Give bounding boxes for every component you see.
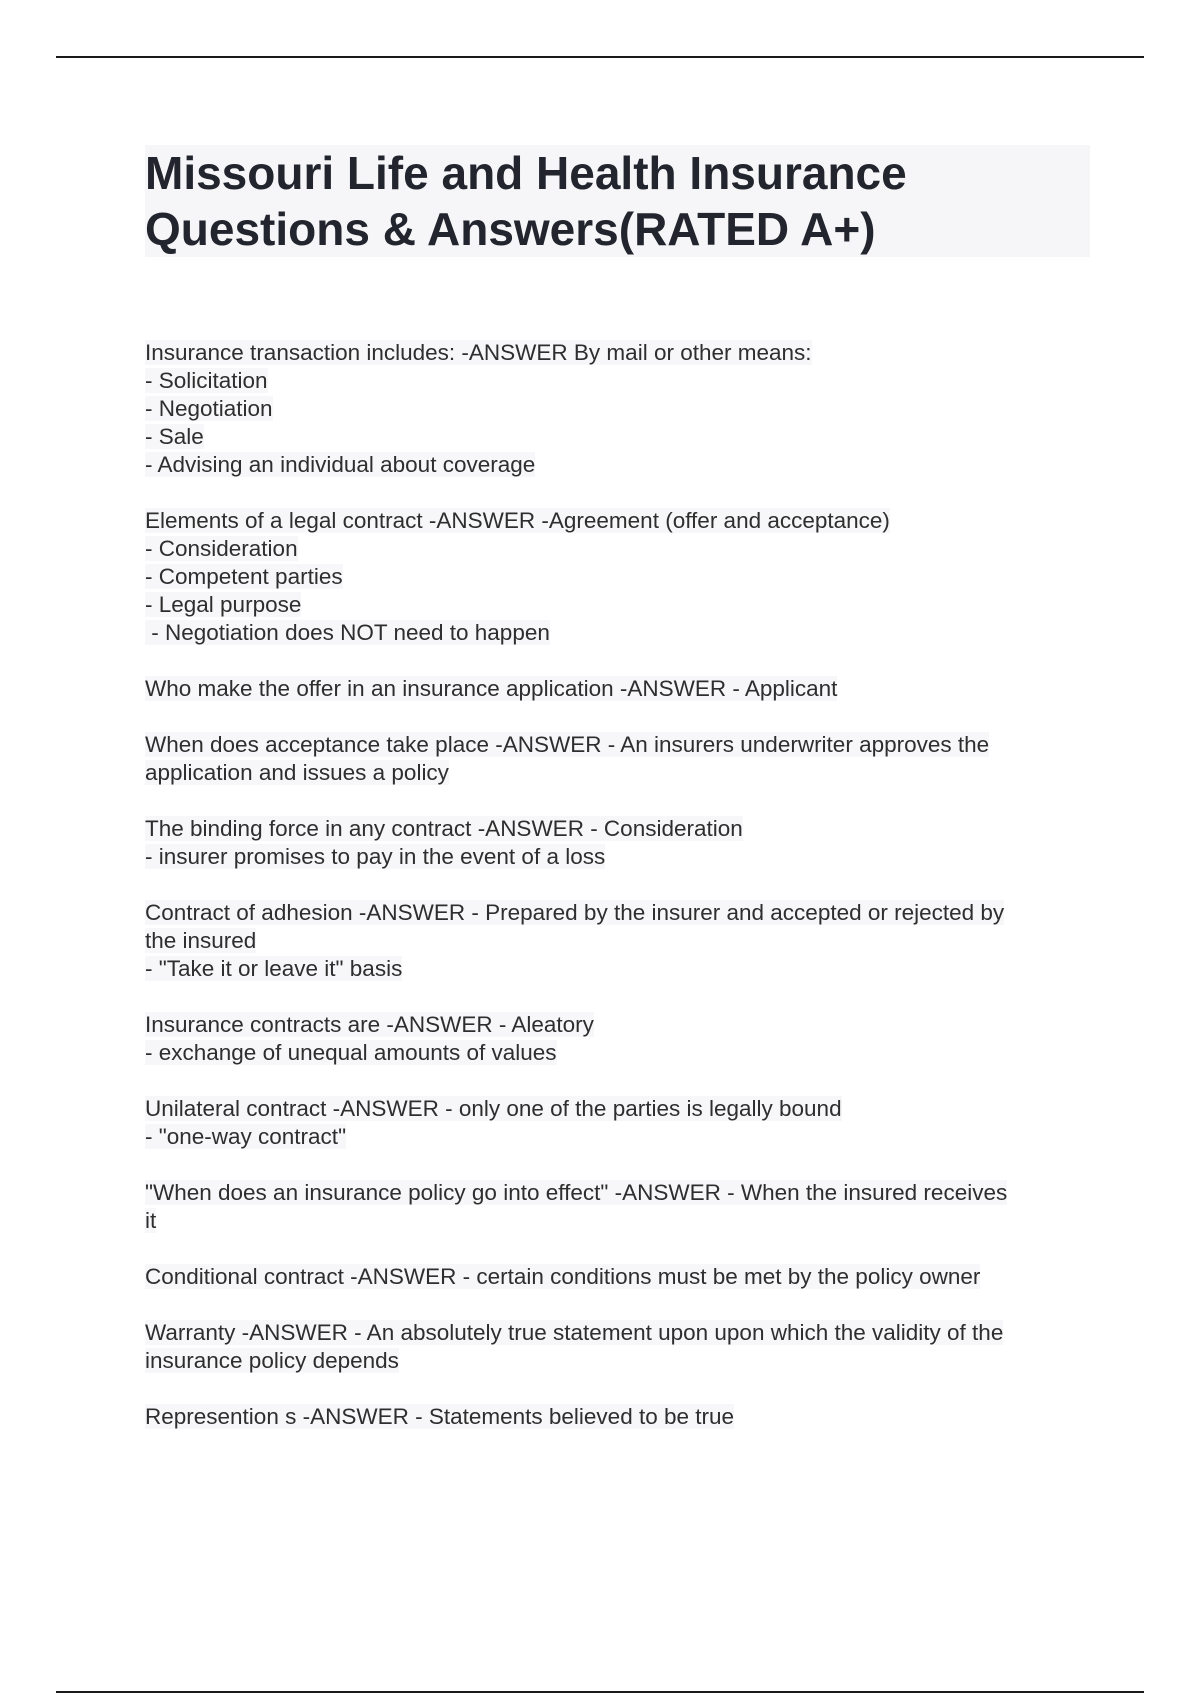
- qa-line: - Negotiation: [145, 396, 273, 421]
- document-title: [145, 145, 1090, 257]
- qa-line: the insured: [145, 928, 257, 953]
- qa-line: - Consideration: [145, 536, 298, 561]
- qa-item: [145, 675, 1090, 703]
- title-line-2: Questions & Answers(RATED A+): [145, 203, 876, 255]
- qa-line: - Solicitation: [145, 368, 268, 393]
- qa-line: Represention s -ANSWER - Statements believed to be true: [145, 1404, 735, 1429]
- qa-line: it: [145, 1208, 157, 1233]
- qa-line: The binding force in any contract -ANSWER - Consideration: [145, 816, 743, 841]
- qa-line: - Advising an individual about coverage: [145, 452, 536, 477]
- qa-item: [145, 1263, 1090, 1291]
- top-rule: [56, 56, 1144, 58]
- qa-item: [145, 339, 1090, 479]
- qa-line: application and issues a policy: [145, 760, 449, 785]
- qa-line: - exchange of unequal amounts of values: [145, 1040, 557, 1065]
- qa-line: Contract of adhesion -ANSWER - Prepared by the insurer and accepted or rejected by: [145, 900, 1005, 925]
- qa-item: [145, 1179, 1090, 1235]
- qa-line: - Sale: [145, 424, 204, 449]
- qa-line: Insurance contracts are -ANSWER - Aleatory: [145, 1012, 594, 1037]
- qa-line: Conditional contract -ANSWER - certain conditions must be met by the policy owner: [145, 1264, 981, 1289]
- qa-line: Unilateral contract -ANSWER - only one of the parties is legally bound: [145, 1096, 842, 1121]
- qa-line: - Legal purpose: [145, 592, 302, 617]
- qa-line: Warranty -ANSWER - An absolutely true statement upon upon which the validity of the: [145, 1320, 1004, 1345]
- qa-item: [145, 507, 1090, 647]
- qa-line: "When does an insurance policy go into effect" -ANSWER - When the insured receives: [145, 1180, 1008, 1205]
- qa-line: - "one-way contract": [145, 1124, 347, 1149]
- bottom-rule: [56, 1691, 1144, 1693]
- qa-line: - "Take it or leave it" basis: [145, 956, 403, 981]
- qa-line: Elements of a legal contract -ANSWER -Agreement (offer and acceptance): [145, 508, 890, 533]
- qa-line: Who make the offer in an insurance application -ANSWER - Applicant: [145, 676, 838, 701]
- title-line-1: Missouri Life and Health Insurance: [145, 147, 907, 199]
- qa-list: [145, 339, 1090, 1459]
- qa-item: [145, 1319, 1090, 1375]
- qa-line: - insurer promises to pay in the event of a loss: [145, 844, 606, 869]
- qa-item: [145, 1011, 1090, 1067]
- qa-line: - Competent parties: [145, 564, 343, 589]
- qa-line: insurance policy depends: [145, 1348, 399, 1373]
- qa-line: - Negotiation does NOT need to happen: [145, 620, 550, 645]
- qa-item: [145, 899, 1090, 983]
- qa-item: [145, 1095, 1090, 1151]
- qa-item: [145, 1403, 1090, 1431]
- qa-item: [145, 815, 1090, 871]
- qa-line: Insurance transaction includes: -ANSWER By mail or other means:: [145, 340, 812, 365]
- qa-item: [145, 731, 1090, 787]
- qa-line: When does acceptance take place -ANSWER - An insurers underwriter approves the: [145, 732, 990, 757]
